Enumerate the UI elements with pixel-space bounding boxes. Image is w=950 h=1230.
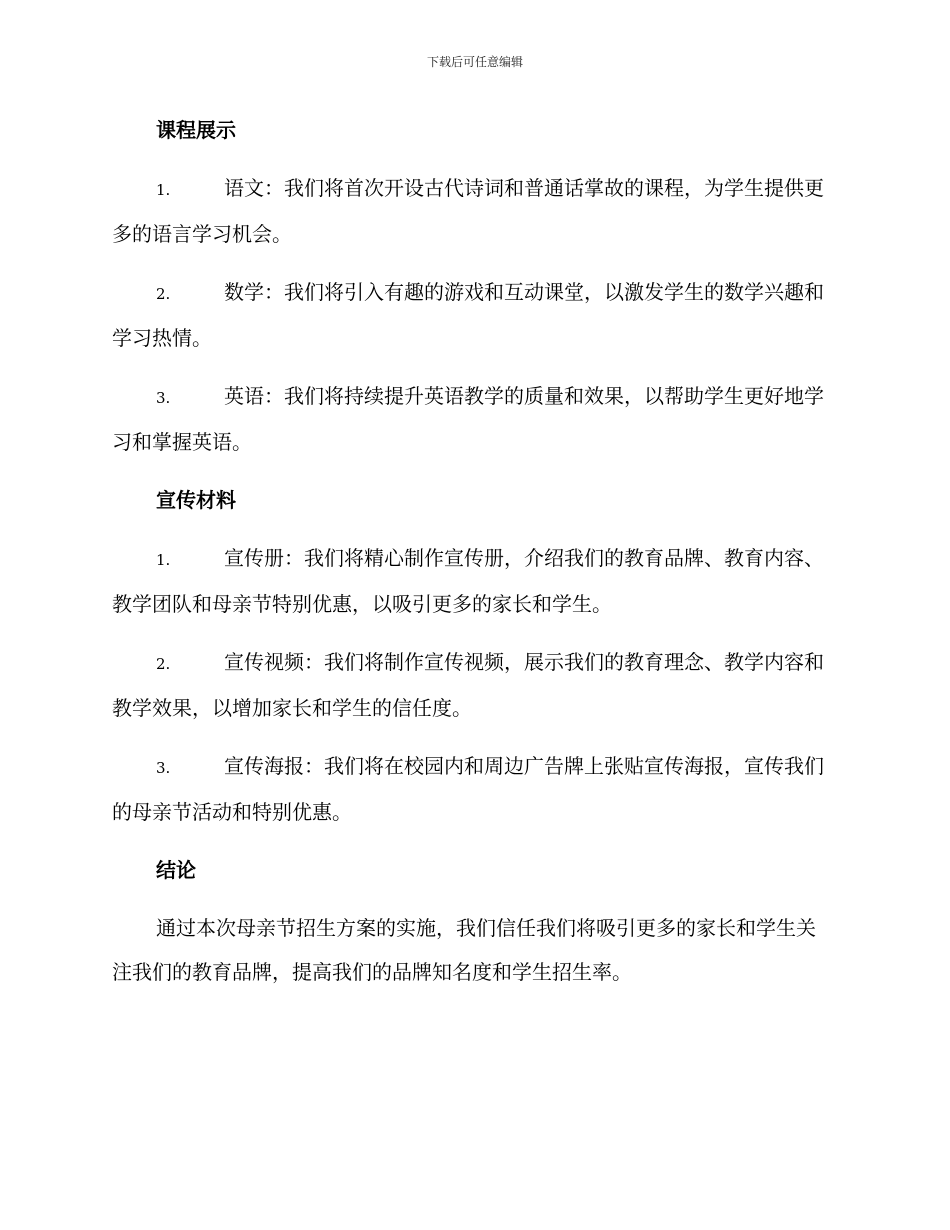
- list-item: [112, 166, 834, 256]
- section-conclusion: [112, 848, 834, 994]
- page-header-note: 下载后可任意编辑: [426, 55, 523, 69]
- list-item-text: 语文：我们将首次开设古代诗词和普通话掌故的课程，为学生提供更多的语言学习机会。: [112, 176, 824, 246]
- section-heading: 结论: [156, 858, 196, 882]
- list-item: [112, 536, 834, 626]
- list-item-text: 宣传视频：我们将制作宣传视频，展示我们的教育理念、教学内容和教学效果，以增加家长和学生的信任度。: [112, 650, 824, 720]
- section-heading: 课程展示: [156, 118, 236, 142]
- section-promotional-materials: [112, 478, 834, 834]
- section-course-showcase: [112, 108, 834, 464]
- list-item-number: 3.: [156, 389, 171, 407]
- list-item-number: 1.: [156, 551, 171, 569]
- document-body: [112, 108, 834, 994]
- list-item-number: 1.: [156, 181, 171, 199]
- list-item: [112, 374, 834, 464]
- list-item-text: 宣传海报：我们将在校园内和周边广告牌上张贴宣传海报，宣传我们的母亲节活动和特别优惠。: [112, 754, 824, 824]
- list-item: [112, 640, 834, 730]
- list-item-number: 3.: [156, 759, 171, 777]
- list-item-text: 英语：我们将持续提升英语教学的质量和效果，以帮助学生更好地学习和掌握英语。: [112, 384, 824, 454]
- list-item-number: 2.: [156, 655, 171, 673]
- list-item: [112, 744, 834, 834]
- list-item-text: 数学：我们将引入有趣的游戏和互动课堂，以激发学生的数学兴趣和学习热情。: [112, 280, 824, 350]
- list-item-number: 2.: [156, 285, 171, 303]
- list-item-text: 宣传册：我们将精心制作宣传册，介绍我们的教育品牌、教育内容、教学团队和母亲节特别优惠，以吸引更多的家长和学生。: [112, 546, 824, 616]
- conclusion-paragraph: 通过本次母亲节招生方案的实施，我们信任我们将吸引更多的家长和学生关注我们的教育品牌，提高我们的品牌知名度和学生招生率。: [112, 916, 816, 984]
- list-item: [112, 270, 834, 360]
- section-heading: 宣传材料: [156, 488, 236, 512]
